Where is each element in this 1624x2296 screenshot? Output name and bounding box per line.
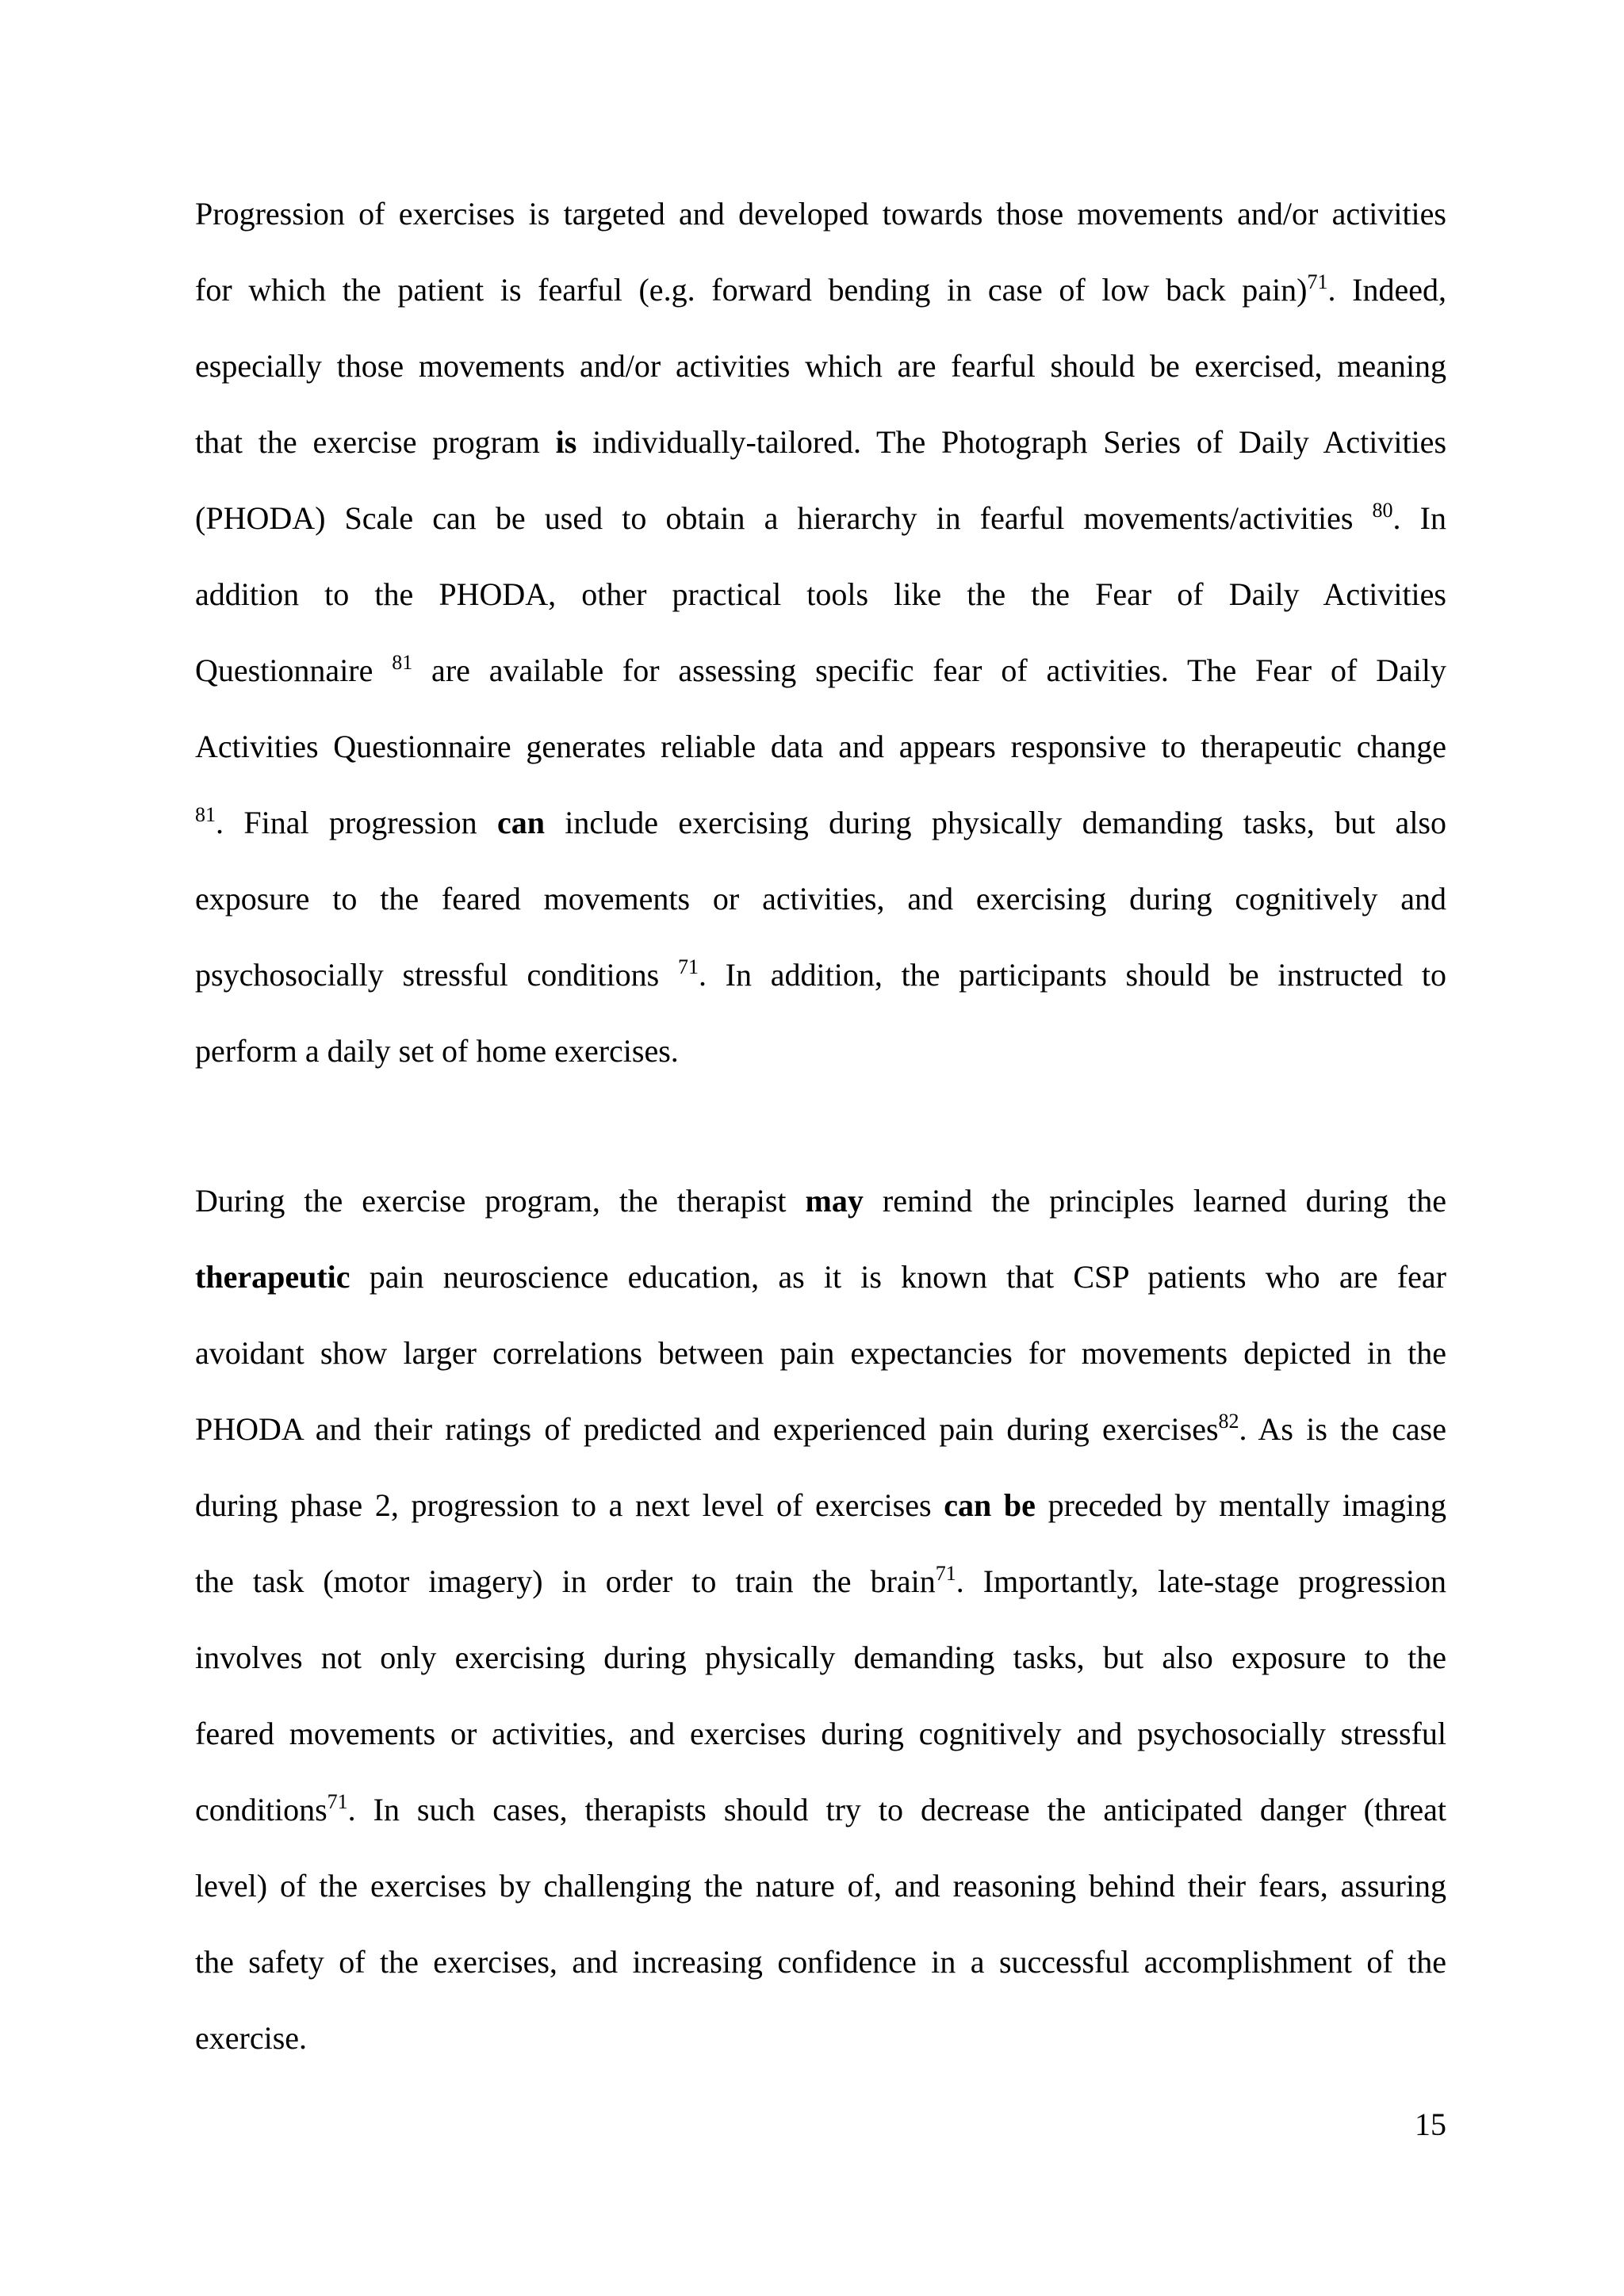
text-run: especially those movements and/or activities which are fearful should be exercised, meaning — [195, 348, 1446, 384]
text-run: remind the principles learned during the — [863, 1183, 1447, 1219]
text-run: the safety of the exercises, and increasing confidence in a successful accomplishment of the — [195, 1944, 1446, 1980]
text-line — [195, 1544, 1446, 1620]
text-line — [195, 1696, 1446, 1772]
text-line — [195, 1163, 1446, 1239]
text-run: exposure to the feared movements or activities, and exercising during cognitively and — [195, 881, 1446, 916]
text-run: . In addition, the participants should be instructed to — [698, 957, 1446, 993]
text-run: addition to the PHODA, other practical tools like the the Fear of Daily Activities — [195, 576, 1446, 612]
text-run: Activities Questionnaire generates reliable data and appears responsive to therapeutic change — [195, 729, 1446, 764]
citation-superscript: 82 — [1218, 1410, 1239, 1433]
text-run: the task (motor imagery) in order to train the brain — [195, 1563, 936, 1599]
text-run: (PHODA) Scale can be used to obtain a hierarchy in fearful movements/activities — [195, 500, 1373, 536]
page-number: 15 — [1415, 2107, 1446, 2142]
text-line — [195, 1772, 1446, 1848]
text-line — [195, 1391, 1446, 1468]
text-run: individually-tailored. The Photograph Series of Daily Activities — [576, 424, 1447, 460]
text-line — [195, 176, 1446, 252]
text-run: involves not only exercising during physically demanding tasks, but also exposure to the — [195, 1640, 1446, 1675]
text-line — [195, 1620, 1446, 1696]
text-run: psychosocially stressful conditions — [195, 957, 678, 993]
text-line — [195, 709, 1446, 785]
bold-text: can — [496, 805, 545, 840]
citation-superscript: 71 — [327, 1790, 348, 1813]
text-line — [195, 252, 1446, 328]
text-run: . Importantly, late-stage progression — [956, 1563, 1446, 1599]
bold-text: is — [555, 424, 577, 460]
text-run: During the exercise program, the therapist — [195, 1183, 806, 1219]
citation-superscript: 81 — [195, 803, 216, 826]
text-line — [195, 937, 1446, 1013]
bold-text: may — [805, 1183, 864, 1219]
text-run: pain neuroscience education, as it is known that CSP patients who are fear — [350, 1259, 1446, 1295]
citation-superscript: 71 — [935, 1562, 956, 1585]
text-run: include exercising during physically demanding tasks, but also — [544, 805, 1446, 840]
text-line — [195, 2000, 1446, 2076]
text-run: . In — [1392, 500, 1446, 536]
text-run: . In such cases, therapists should try to decrease the anticipated danger (threat — [347, 1792, 1446, 1827]
text-line — [195, 1013, 1446, 1089]
text-line — [195, 785, 1446, 861]
text-line — [195, 1468, 1446, 1544]
text-line — [195, 404, 1446, 480]
text-run: Progression of exercises is targeted and developed towards those movements and/or activities — [195, 196, 1446, 232]
text-run: are available for assessing specific fear of activities. The Fear of Daily — [412, 652, 1446, 688]
text-line — [195, 480, 1446, 557]
text-run: exercise. — [195, 2020, 308, 2056]
text-run: PHODA and their ratings of predicted and experienced pain during exercises — [195, 1411, 1219, 1447]
text-run: . As is the case — [1239, 1411, 1446, 1447]
text-line — [195, 633, 1446, 709]
paragraph-1 — [195, 176, 1446, 1089]
text-line — [195, 557, 1446, 633]
text-run: . Final progression — [216, 805, 497, 840]
text-line — [195, 1924, 1446, 2000]
text-run: perform a daily set of home exercises. — [195, 1033, 679, 1069]
citation-superscript: 71 — [677, 955, 699, 978]
citation-superscript: 71 — [1307, 270, 1328, 293]
text-run: preceded by mentally imaging — [1035, 1487, 1446, 1523]
text-run: level) of the exercises by challenging the nature of, and reasoning behind their fears, assuring — [195, 1868, 1446, 1904]
text-line — [195, 861, 1446, 937]
citation-superscript: 80 — [1372, 499, 1393, 522]
bold-text: can be — [944, 1487, 1036, 1523]
citation-superscript: 81 — [392, 651, 413, 674]
paragraph-2 — [195, 1163, 1446, 2076]
text-run: feared movements or activities, and exercises during cognitively and psychosocially stressful — [195, 1716, 1446, 1751]
text-run: Questionnaire — [195, 652, 393, 688]
text-run: . Indeed, — [1327, 272, 1446, 308]
text-run: during phase 2, progression to a next level of exercises — [195, 1487, 944, 1523]
text-run: conditions — [195, 1792, 327, 1827]
text-line — [195, 328, 1446, 404]
text-line — [195, 1239, 1446, 1315]
text-line — [195, 1315, 1446, 1391]
text-run: avoidant show larger correlations between pain expectancies for movements depicted in the — [195, 1335, 1446, 1371]
text-run: that the exercise program — [195, 424, 556, 460]
bold-text: therapeutic — [195, 1259, 350, 1295]
text-run: for which the patient is fearful (e.g. forward bending in case of low back pain) — [195, 272, 1308, 308]
text-line — [195, 1848, 1446, 1924]
